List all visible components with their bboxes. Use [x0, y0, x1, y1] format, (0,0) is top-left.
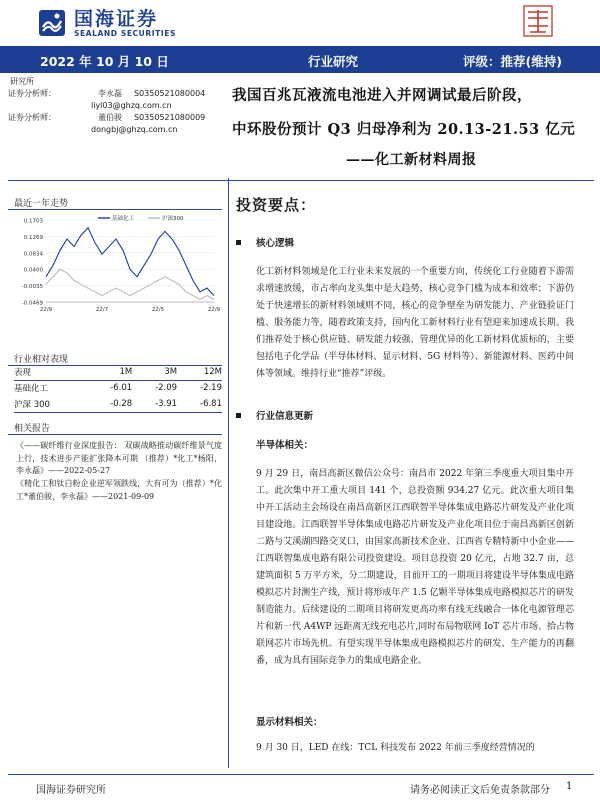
table-row [14, 380, 222, 396]
x-tick-label: 22/9 [39, 307, 53, 313]
semiconductor-paragraph: 9 月 29 日，南昌高新区微信公众号：南昌市 2022 年第三季度重大项目集中开工。此次集中开工重大项目 141 个，总投资额 934.27 亿元。此次重大项目集中开工活动主会场设在南昌高新区江西联智半导体集成电路芯片研发及产业化项目建设地。江西联智半导体集成电路芯片研发及产业化项目位于南昌高新区创新二路与艾溪湖四路交叉口，由国家高新技术企业、江西省专精特新中小企业——江西联智集成电路有限公司投资建设。项目总投资 20 亿元，占地 32.7 亩，总建筑面积 5 万平方米，分二期建设，目前开工的一期项目将建设半导体集成电路模拟芯片封测生产线，预计将形成年产 1.5 亿颗半导体集成电路模拟芯片的研发制造能力。后续建设的二期项目将研发更高功率有线无线融合一体化电源管理芯片和新一代 A4WP 远距离无线充电芯片,同时布局物联网 IoT 芯片市场、拾占物联网芯片市场先机。有望实现半导体集成电路模拟芯片的研发、生产能力的再翻番，成为具有国际竞争力的集成电路企业。 [256, 469, 574, 666]
analyst-id: S0350521080009 [134, 113, 206, 122]
reports-heading: 相关报告 [14, 424, 51, 434]
company-seal-icon [516, 2, 560, 42]
bullet-icon [236, 413, 241, 418]
footer-disclaimer[interactable]: 请务必阅读正文后免责条款部分 [410, 785, 550, 796]
display-material-title: 显示材料相关： [256, 717, 323, 728]
report-title-line-1: 我国百兆瓦液流电池进入并网调试最后阶段， [232, 87, 532, 104]
sealand-logo-icon [38, 9, 66, 37]
x-tick-label: 22/5 [151, 307, 165, 313]
related-report-item[interactable]: 《精化工和钛白粉企业逆军领跌线，大有可为（推荐）*化工*董伯骏，李永磊》——2021-09-09 [16, 479, 222, 501]
legend-label: 沪深300 [162, 216, 184, 222]
analyst-email[interactable]: liyl03@ghzq.com.cn [91, 101, 172, 110]
core-logic-title: 核心逻辑 [256, 238, 295, 249]
table-cell: 沪深 300 [14, 396, 87, 412]
report-subtitle: ——化工新材料周报 [346, 152, 477, 168]
section-title: 投资要点： [236, 196, 317, 214]
y-tick-label: 0.1269 [23, 234, 43, 241]
y-tick-label: -0.0035 [21, 284, 43, 291]
report-date: 2022 年 10 月 10 日 [40, 54, 169, 69]
related-report-item[interactable]: 《——碳纤维行业深度报告： 双碳战略推动碳纤维景气度上行，技术进步产能扩张降本可期 （推荐）*化工*杨阳，李永磊》——2022-05-27 [16, 441, 222, 475]
y-tick-label: 0.0834 [23, 251, 43, 258]
report-title-line-2: 中环股份预计 Q3 归母净利为 20.13-21.53 亿元 [232, 121, 576, 138]
trend-chart [10, 210, 222, 322]
table-header-cell: 3M [132, 364, 177, 380]
footer-divider [8, 774, 594, 775]
brand-name-cn: 国海证券 [74, 7, 159, 30]
performance-table [14, 364, 222, 413]
column-divider [228, 178, 229, 768]
analyst-id: S0350521080004 [134, 89, 206, 98]
table-cell: -0.28 [87, 396, 132, 412]
y-tick-label: 0.0400 [23, 267, 43, 274]
divider [8, 180, 594, 181]
legend-label: 基础化工 [112, 216, 135, 222]
brand-name-en: SEALAND SECURITIES [74, 28, 176, 38]
table-row [14, 396, 222, 412]
table-cell: -2.19 [200, 383, 222, 394]
y-tick-label: 0.1703 [23, 218, 43, 225]
table-cell: -3.91 [132, 396, 177, 412]
related-reports [16, 440, 222, 504]
analyst-label: 证券分析师： [8, 113, 56, 122]
table-header-cell: 12M [177, 364, 222, 380]
table-cell: -6.01 [110, 383, 133, 394]
table-cell: -2.09 [155, 383, 178, 394]
x-tick-label: 22/7 [95, 307, 109, 313]
analyst-label: 证券分析师： [8, 89, 56, 98]
divider [8, 434, 222, 435]
analyst-email[interactable]: dongbj@ghzq.com.cn [91, 125, 178, 134]
y-tick-label: -0.0469 [21, 300, 43, 307]
report-type: 行业研究 [308, 54, 359, 69]
perf-heading: 行业相对表现 [14, 355, 69, 365]
table-cell: 基础化工 [14, 384, 49, 395]
table-cell: -6.81 [177, 396, 222, 412]
semiconductor-title: 半导体相关： [256, 440, 314, 451]
table-header-cell: 1M [87, 364, 132, 380]
report-rating: 评级：推荐(维持) [463, 54, 562, 69]
table-header-cell: 表现 [14, 364, 87, 380]
display-material-paragraph: 9 月 30 日，LED 在线：TCL 科技发布 2022 年前三季度经营情况的 [256, 743, 535, 753]
core-logic-paragraph: 化工新材料领域是化工行业未来发展的一个重要方向，传统化工行业随着下游需求增速放缓，市占率向龙头集中是大趋势，核心竞争门槛为成本和效率；下游仍处于快速增长的新材料领域则不同，核心的竞争壁垒为研发能力、产业链验证门槛、服务能力等，随着政策支持，国内化工新材料行业有望迎来加速成长期。我们推荐处于核心供应链、研发能力较强、管理优异的化工新材料优质标的，主要包括电子化学品（半导体材料、显示材料、5G 材料等）、新能源材料、医药中间体等领域。维持行业“推荐”评级。 [256, 267, 574, 379]
news-section-title: 行业信息更新 [256, 411, 314, 422]
page-number: 1 [566, 781, 573, 792]
trend-heading: 最近一年走势 [14, 199, 69, 209]
analyst-name: 董伯骏 [98, 113, 122, 122]
analyst-name: 李永磊 [98, 89, 122, 98]
analyst-info [8, 76, 228, 136]
bullet-icon [236, 240, 241, 245]
series-line [46, 269, 214, 299]
research-institute-label: 研究所 [10, 77, 34, 86]
table-header-row [14, 364, 222, 380]
brand-logo [38, 6, 176, 40]
header-bar [0, 46, 600, 73]
footer-institute: 国海证券研究所 [36, 785, 106, 796]
x-tick-label: 22/9 [207, 307, 221, 313]
